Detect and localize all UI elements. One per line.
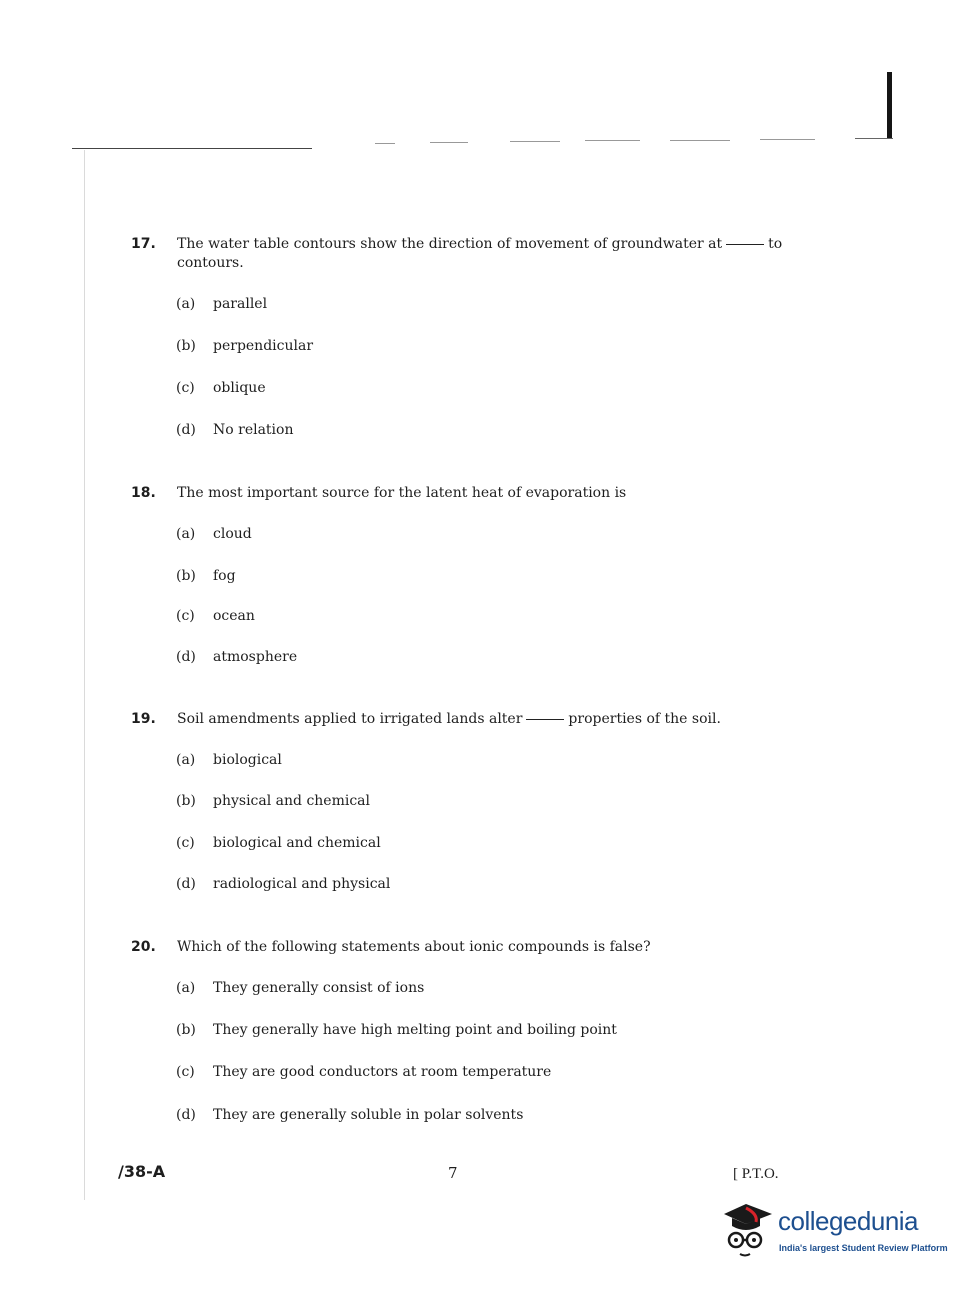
- collegedunia-logo: [718, 1200, 948, 1260]
- option-b: (b) perpendicular: [176, 338, 314, 354]
- fill-blank: [526, 719, 564, 720]
- top-rule-fragment: [510, 141, 560, 142]
- option-a: (a) biological: [176, 752, 282, 768]
- top-rule: [72, 148, 312, 149]
- logo-wordmark: collegedunia: [778, 1206, 919, 1236]
- option-c: (c) biological and chemical: [176, 835, 381, 851]
- option-d: (d) atmosphere: [176, 649, 298, 665]
- top-rule-fragment: [585, 140, 640, 141]
- option-d: (d) No relation: [176, 422, 294, 438]
- top-rule-fragment: [760, 139, 815, 140]
- option-a: (a) cloud: [176, 526, 252, 542]
- question-text: The water table contours show the direction of movement of groundwater at to contours.: [177, 236, 783, 271]
- question-number: 18.: [131, 485, 156, 501]
- paper-code: /38-A: [118, 1162, 166, 1181]
- please-turn-over: [ P.T.O.: [733, 1166, 779, 1182]
- page-number: 7: [448, 1164, 458, 1182]
- top-rule-fragment: [855, 138, 893, 139]
- corner-mark: [887, 72, 892, 138]
- question-text: The most important source for the latent heat of evaporation is: [177, 485, 627, 501]
- option-c: (c) oblique: [176, 380, 266, 396]
- question-text: Soil amendments applied to irrigated lands alter properties of the soil.: [177, 711, 721, 727]
- option-d: (d) radiological and physical: [176, 876, 391, 892]
- option-b: (b) physical and chemical: [176, 793, 371, 809]
- option-a: (a) parallel: [176, 296, 268, 312]
- option-c: (c) ocean: [176, 608, 255, 624]
- top-rule-fragment: [375, 143, 395, 144]
- option-c: (c) They are good conductors at room temperature: [176, 1064, 552, 1080]
- logo-tagline: India's largest Student Review Platform: [779, 1243, 948, 1253]
- question-number: 17.: [131, 236, 156, 252]
- question-text: Which of the following statements about ionic compounds is false?: [177, 939, 651, 955]
- binding-margin: [84, 150, 85, 1200]
- top-rule-fragment: [670, 140, 730, 141]
- fill-blank: [726, 244, 764, 245]
- option-b: (b) They generally have high melting point and boiling point: [176, 1022, 617, 1038]
- option-b: (b) fog: [176, 568, 236, 584]
- option-a: (a) They generally consist of ions: [176, 980, 425, 996]
- question-number: 19.: [131, 711, 156, 727]
- option-d: (d) They are generally soluble in polar solvents: [176, 1107, 524, 1123]
- top-rule-fragment: [430, 142, 468, 143]
- question-number: 20.: [131, 939, 156, 955]
- mascot-icon: [718, 1200, 778, 1258]
